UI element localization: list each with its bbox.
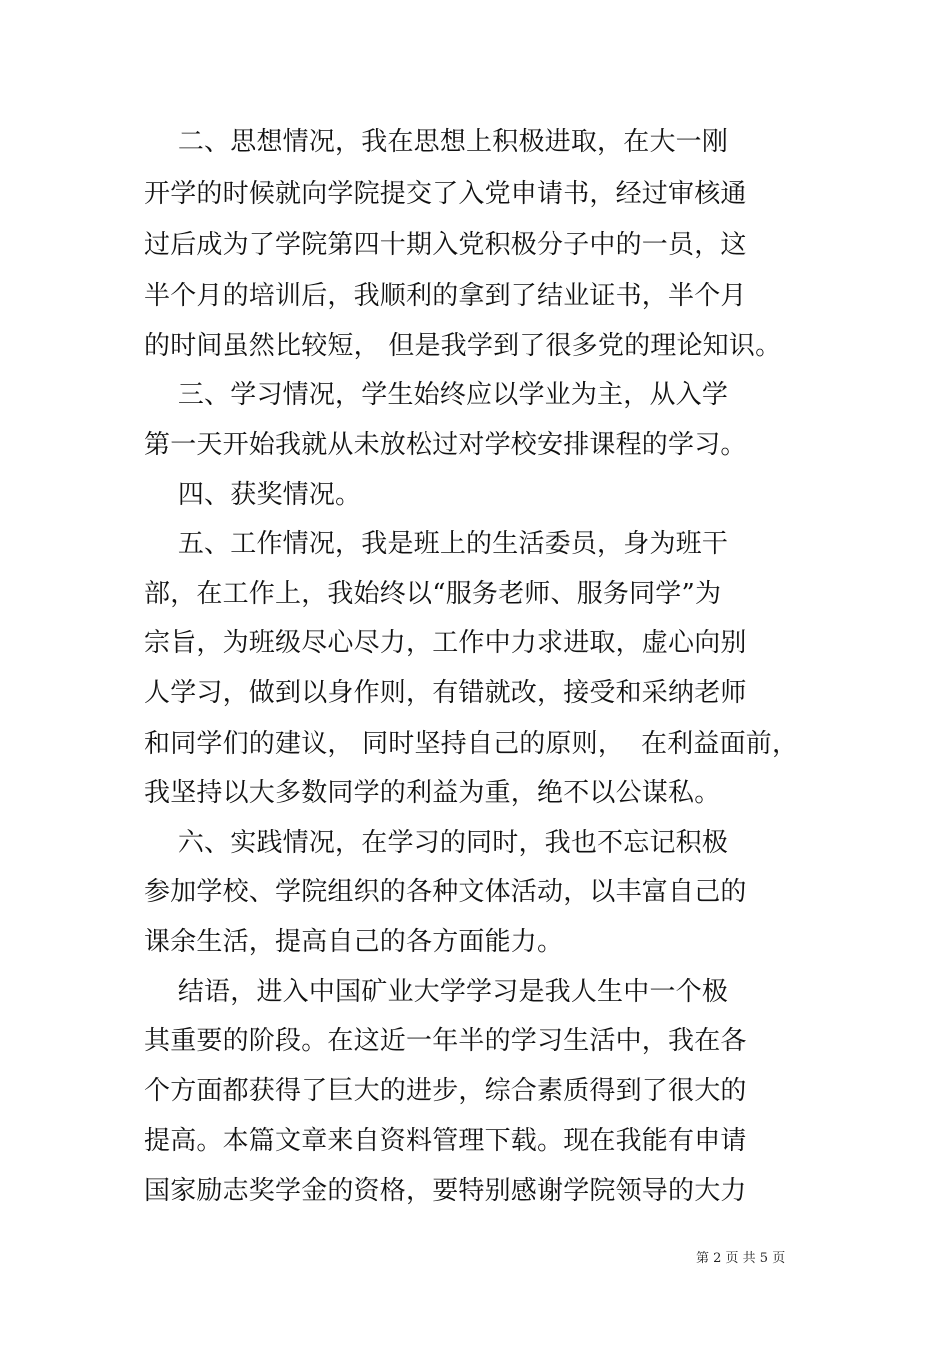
text-line: 五、工作情况，我是班上的生活委员，身为班干 — [144, 529, 729, 559]
text-line: 提高。本篇文章来自资料管理下载。现在我能有申请 — [144, 1126, 747, 1156]
text-line: 课余生活，提高自己的各方面能力。 — [144, 927, 564, 957]
text-line: 六、实践情况，在学习的同时，我也不忘记积极 — [144, 828, 729, 858]
text-line: 其重要的阶段。在这近一年半的学习生活中，我在各 — [144, 1026, 747, 1056]
text-line: 部，在工作上，我始终以“服务老师、服务同学”为 — [144, 579, 722, 609]
text-line: 三、学习情况，学生始终应以学业为主，从入学 — [144, 380, 729, 410]
text-line: 四、获奖情况。 — [144, 480, 362, 510]
page-number: 第 2 页 共 5 页 — [696, 1251, 786, 1266]
text-line: 国家励志奖学金的资格，要特别感谢学院领导的大力 — [144, 1176, 747, 1206]
text-line: 我坚持以大多数同学的利益为重，绝不以公谋私。 — [144, 778, 721, 808]
text-line: 结语，进入中国矿业大学学习是我人生中一个极 — [144, 977, 729, 1007]
text-line: 参加学校、学院组织的各种文体活动，以丰富自己的 — [144, 877, 747, 907]
text-line: 和同学们的建议， 同时坚持自己的原则， 在利益面前， — [144, 729, 799, 759]
text-line: 宗旨，为班级尽心尽力，工作中力求进取，虚心向别 — [144, 628, 747, 658]
text-line: 个方面都获得了巨大的进步，综合素质得到了很大的 — [144, 1076, 747, 1106]
text-line: 半个月的培训后，我顺利的拿到了结业证书，半个月 — [144, 281, 747, 311]
text-line: 过后成为了学院第四十期入党积极分子中的一员，这 — [144, 230, 747, 260]
text-line: 开学的时候就向学院提交了入党申请书，经过审核通 — [144, 179, 747, 209]
text-line: 第一天开始我就从未放松过对学校安排课程的学习。 — [144, 430, 747, 460]
text-line: 二、思想情况，我在思想上积极进取，在大一刚 — [144, 127, 729, 157]
text-line: 的时间虽然比较短， 但是我学到了很多党的理论知识。 — [144, 331, 782, 361]
text-line: 人学习，做到以身作则，有错就改，接受和采纳老师 — [144, 678, 747, 708]
